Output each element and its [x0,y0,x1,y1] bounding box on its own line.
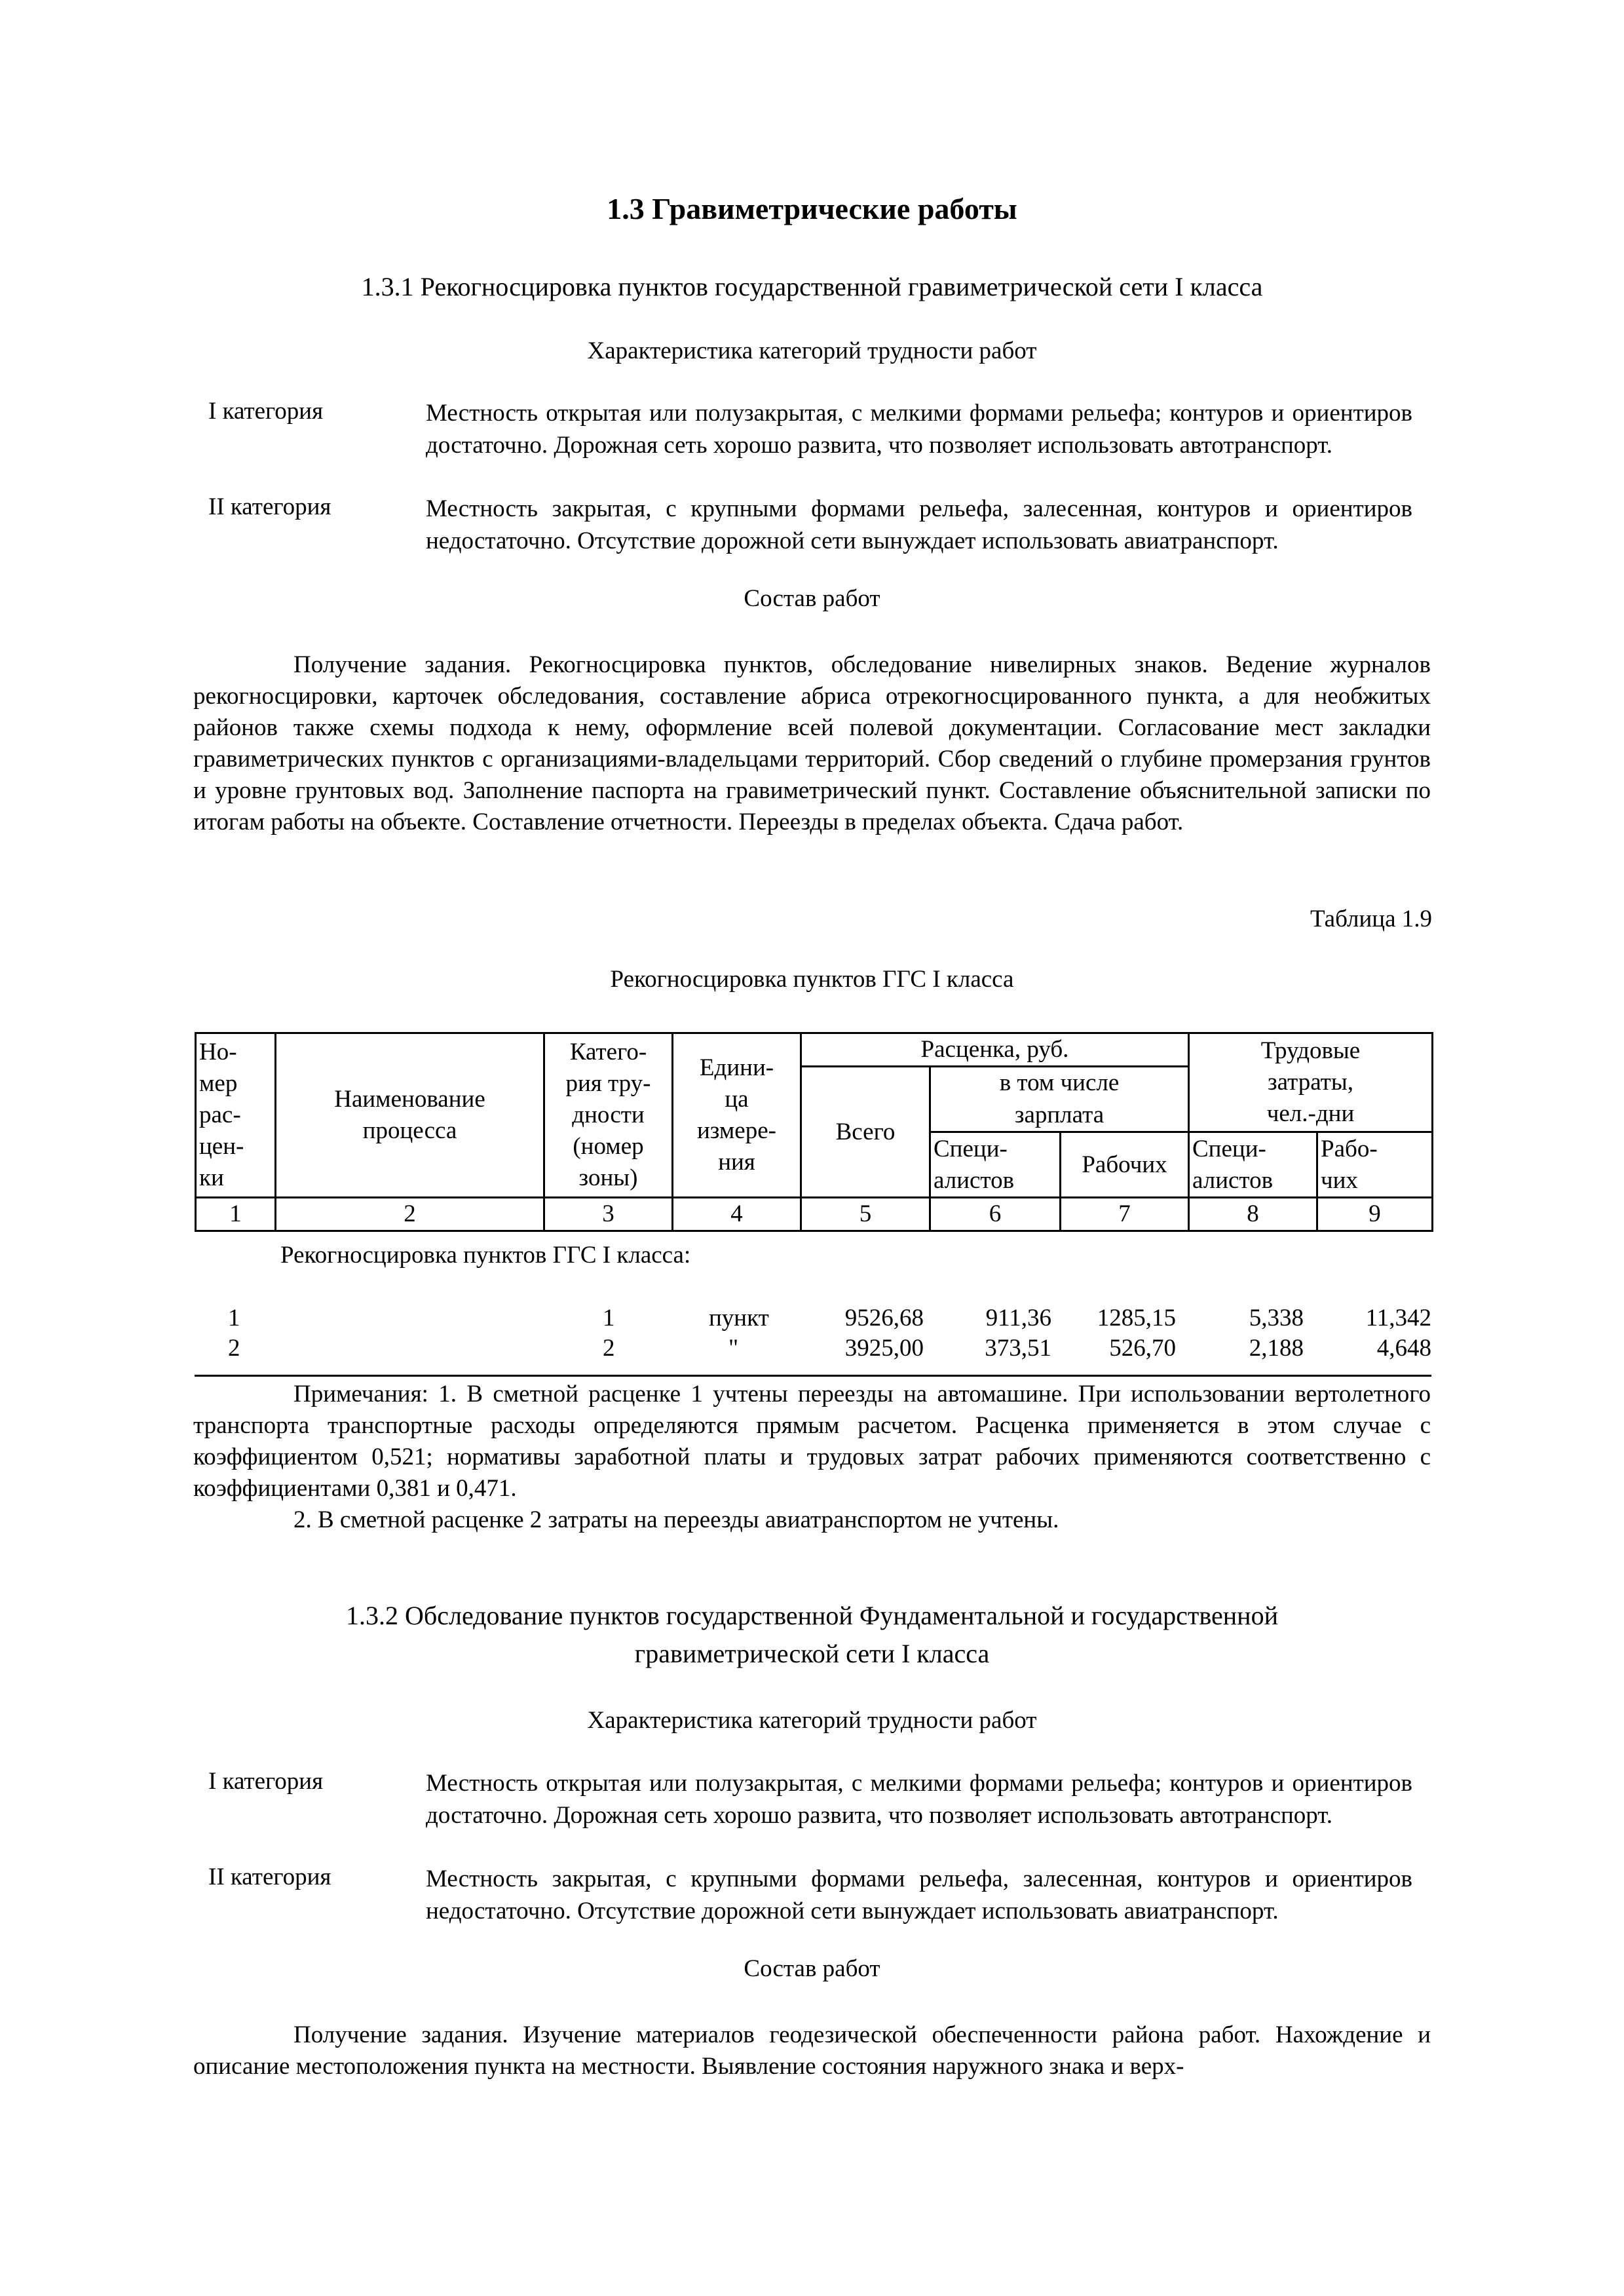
column-number: 3 [544,1198,673,1231]
column-number: 4 [673,1198,801,1231]
table-number: Таблица 1.9 [1310,906,1432,932]
category-label-2-1: I категория [208,1768,324,1795]
column-numbers-row [196,1198,1433,1231]
subsection-title: 1.3.1 Рекогносцировка пунктов государственной гравиметрической сети I класса [361,272,1263,301]
header-labor-workers: Рабо- чих [1317,1132,1433,1198]
rates-table-header [195,1032,1433,1232]
row-specialists: 911,36 [985,1305,1051,1331]
header-process-name: Наименование процесса [276,1033,544,1198]
row-labor-specialists: 5,338 [1249,1305,1304,1331]
header-category: Катего- рия тру- дности (номер зоны) [544,1033,673,1198]
header-labor-group: Трудовые затраты, чел.-дни [1189,1033,1433,1132]
composition-paragraph-2: Получение задания. Изучение материалов геодезической обеспеченности района работ. Нахождение и описание местоположения пункта на местности. Выявление состояния наружного знака и верх- [193,2021,1431,2080]
subsection-2-title-line-1: 1.3.2 Обследование пунктов государственной Фундаментальной и государственной [345,1601,1278,1630]
composition-text [193,649,1431,838]
header-labor-specialists: Специ- алистов [1189,1132,1317,1198]
row-total: 9526,68 [844,1305,924,1331]
category-label-2: II категория [208,493,331,520]
row-rate-number: 1 [228,1305,240,1331]
header-rate-number: Но- мер рас- цен- ки [196,1033,276,1198]
row-total: 3925,00 [844,1335,924,1362]
subsection-2-title-line-2: гравиметрической сети I класса [634,1639,990,1668]
composition-caption-2: Состав работ [744,1955,880,1982]
header-workers: Рабочих [1061,1132,1189,1198]
row-group-title: Рекогносцировка пунктов ГГС I класса: [280,1242,691,1269]
header-salary: зарплата [930,1100,1189,1132]
header-total: Всего [801,1067,930,1198]
header-unit: Едини- ца измере- ния [673,1033,801,1198]
row-unit: " [728,1335,739,1362]
header-specialists: Специ- алистов [930,1132,1061,1198]
column-number: 5 [801,1198,930,1231]
row-specialists: 373,51 [985,1335,1051,1362]
column-number: 2 [276,1198,544,1231]
row-labor-specialists: 2,188 [1249,1335,1304,1362]
category-label-2-2: II категория [208,1864,331,1890]
column-number: 9 [1317,1198,1433,1231]
column-number: 8 [1189,1198,1317,1231]
section-title: 1.3 Гравиметрические работы [607,192,1017,225]
row-rate-number: 2 [228,1335,240,1362]
column-number: 1 [196,1198,276,1231]
column-number: 6 [930,1198,1061,1231]
column-number: 7 [1061,1198,1189,1231]
header-price-group: Расценка, руб. [801,1033,1189,1067]
row-unit: пункт [709,1305,769,1331]
composition-text-2 [193,2019,1431,2082]
composition-paragraph: Получение задания. Рекогносцировка пунктов, обследование нивелирных знаков. Ведение журналов рекогносцировки, карточек обследования, составление абриса отрекогносцированного пункта, а для необжитых районов также схемы подхода к нему, оформление всей полевой документации. Согласование мест закладки гравиметрических пунктов с организациями-владельцами территорий. Сбор сведений о глубине промерзания грунтов и уровне грунтовых вод. Заполнение паспорта на гравиметрический пункт. Составление объяснительной записки по итогам работы на объекте. Составление отчетности. Переезды в пределах объекта. Сдача работ. [193,651,1431,835]
category-text-1: Местность открытая или полузакрытая, с мелкими формами рельефа; контуров и ориентиров достаточно. Дорожная сеть хорошо развита, что позволяет использовать автотранспорт. [426,400,1412,459]
note-1: Примечания: 1. В сметной расценке 1 учтены переезды на автомашине. При использовании вертолетного транспорта транспортные расходы определяются прямым расчетом. Расценка применяется в этом случае с коэффициентом 0,521; нормативы заработной платы и трудовых затрат рабочих применяются соответственно с коэффициентами 0,381 и 0,471. [193,1381,1431,1502]
header-incl-group: в том числе [930,1067,1189,1100]
row-workers: 1285,15 [1097,1305,1176,1331]
category-text-2-1: Местность открытая или полузакрытая, с мелкими формами рельефа; контуров и ориентиров достаточно. Дорожная сеть хорошо развита, что позволяет использовать автотранспорт. [426,1770,1412,1829]
category-text-2-2: Местность закрытая, с крупными формами рельефа, залесенная, контуров и ориентиров недостаточно. Отсутствие дорожной сети вынуждает использовать авиатранспорт. [426,1866,1412,1924]
composition-caption: Состав работ [744,585,880,612]
categories-caption-2: Характеристика категорий трудности работ [587,1707,1037,1734]
category-label-1: I категория [208,398,324,425]
table-bottom-rule [195,1375,1431,1377]
row-category: 1 [603,1305,615,1331]
row-workers: 526,70 [1109,1335,1176,1362]
table-title: Рекогносцировка пунктов ГГС I класса [610,966,1014,993]
row-labor-workers: 4,648 [1376,1335,1431,1362]
categories-caption: Характеристика категорий трудности работ [587,337,1037,364]
row-category: 2 [603,1335,615,1362]
row-labor-workers: 11,342 [1365,1305,1431,1331]
note-2: 2. В сметной расценке 2 затраты на переезды авиатранспортом не учтены. [293,1506,1059,1533]
category-text-2: Местность закрытая, с крупными формами рельефа, залесенная, контуров и ориентиров недостаточно. Отсутствие дорожной сети вынуждает использовать авиатранспорт. [426,495,1412,554]
table-notes [193,1379,1431,1536]
